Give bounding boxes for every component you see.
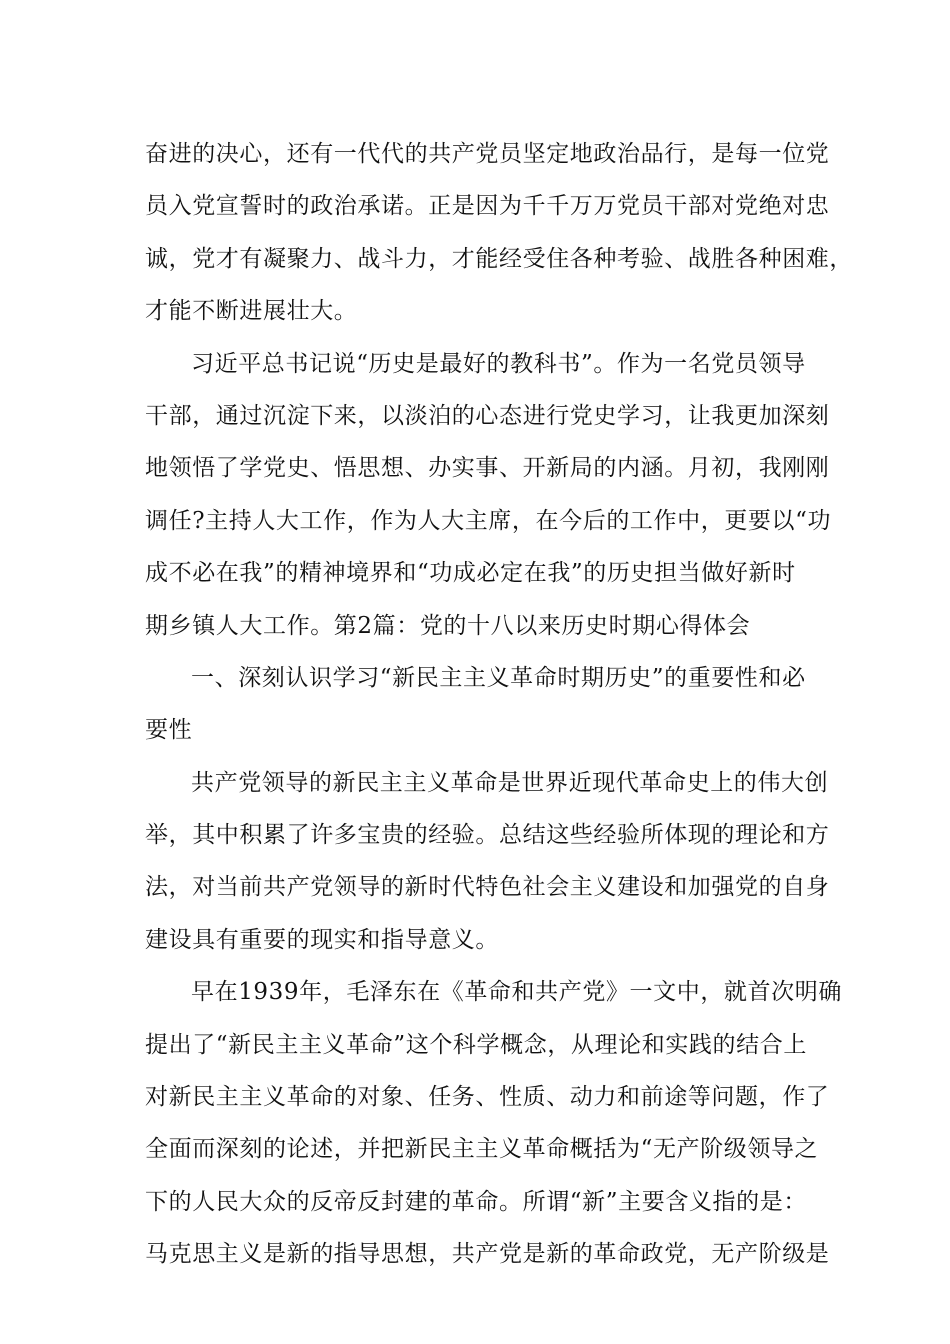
text-line: 地领悟了学党史、悟思想、办实事、开新局的内涵。月初，我刚刚 bbox=[145, 455, 830, 482]
text-line: 对新民主主义革命的对象、任务、性质、动力和前途等问题，作了 bbox=[145, 1084, 830, 1111]
text-line: 下的人民大众的反帝反封建的革命。所谓“新”主要含义指的是： bbox=[145, 1188, 807, 1215]
text-line: 法，对当前共产党领导的新时代特色社会主义建设和加强党的自身 bbox=[145, 874, 830, 901]
text-line: 全面而深刻的论述，并把新民主主义革命概括为“无产阶级领导之 bbox=[145, 1136, 819, 1163]
text-line: 调任?主持人大工作，作为人大主席，在今后的工作中，更要以“功 bbox=[145, 507, 832, 534]
text-line: 提出了“新民主主义革命”这个科学概念，从理论和实践的结合上 bbox=[145, 1031, 807, 1058]
text-line: 马克思主义是新的指导思想，共产党是新的革命政党，无产阶级是 bbox=[145, 1241, 830, 1268]
section-heading-continued: 要性 bbox=[145, 717, 193, 744]
section-heading: 一、深刻认识学习“新民主主义革命时期历史”的重要性和必 bbox=[191, 664, 806, 691]
text-line: 诚，党才有凝聚力、战斗力，才能经受住各种考验、战胜各种困难， bbox=[145, 245, 853, 272]
text-line: 举，其中积累了许多宝贵的经验。总结这些经验所体现的理论和方 bbox=[145, 822, 830, 849]
text-line: 才能不断进展壮大。 bbox=[145, 298, 358, 325]
text-line: 奋进的决心，还有一代代的共产党员坚定地政治品行，是每一位党 bbox=[145, 141, 830, 167]
text-line: 干部，通过沉淀下来，以淡泊的心态进行党史学习，让我更加深刻 bbox=[145, 402, 830, 429]
text-line: 建设具有重要的现实和指导意义。 bbox=[145, 926, 499, 953]
text-line: 员入党宣誓时的政治承诺。正是因为千千万万党员干部对党绝对忠 bbox=[145, 193, 830, 220]
paragraph-first-line: 习近平总书记说“历史是最好的教科书”。作为一名党员领导 bbox=[191, 350, 806, 377]
text-line: 成不必在我”的精神境界和“功成必定在我”的历史担当做好新时 bbox=[145, 560, 796, 587]
body-text bbox=[145, 128, 853, 1281]
text-line: 期乡镇人大工作。第2篇：党的十八以来历史时期心得体会 bbox=[145, 612, 751, 639]
paragraph-first-line: 早在1939年，毛泽东在《革命和共产党》一文中，就首次明确 bbox=[191, 979, 842, 1006]
paragraph-first-line: 共产党领导的新民主主义革命是世界近现代革命史上的伟大创 bbox=[191, 769, 829, 796]
